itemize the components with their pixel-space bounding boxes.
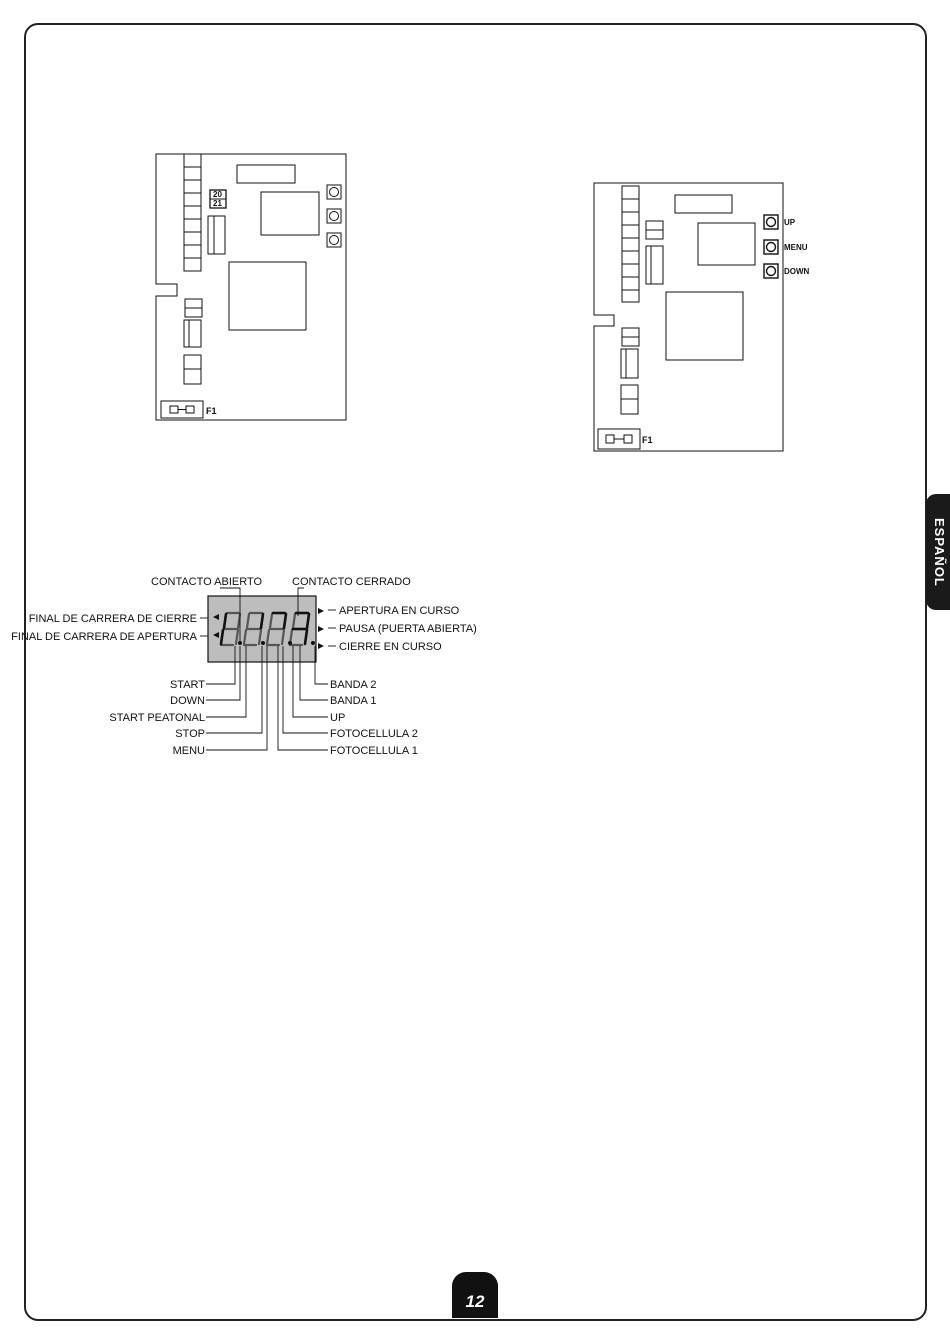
label-fotocellula-2: FOTOCELLULA 2 [330,728,418,740]
label-contacto-cerrado: CONTACTO CERRADO [292,576,411,588]
terminal-20-label: 20 [213,190,222,199]
language-tab-label: ESPAÑOL [932,517,947,587]
button-down-label: DOWN [784,267,810,276]
control-board-2 [594,183,783,451]
led-display [208,596,324,662]
button-menu-label: MENU [784,243,808,252]
label-menu: MENU [172,745,205,757]
label-contacto-abierto: CONTACTO ABIERTO [151,576,263,588]
page-number: 12 [465,1292,485,1311]
label-banda-2: BANDA 2 [330,679,377,691]
label-final-carrera-cierre: FINAL DE CARRERA DE CIERRE [28,613,197,625]
label-stop: STOP [175,728,205,740]
label-down: DOWN [170,695,205,707]
label-banda-1: BANDA 1 [330,695,377,707]
label-final-carrera-apertura: FINAL DE CARRERA DE APERTURA [11,631,197,643]
button-up-label: UP [784,218,796,227]
label-up: UP [330,712,346,724]
fuse-label-2: F1 [642,435,653,445]
label-pausa: PAUSA (PUERTA ABIERTA) [339,623,477,635]
terminal-21-label: 21 [213,199,222,208]
label-apertura-en-curso: APERTURA EN CURSO [339,605,460,617]
label-cierre-en-curso: CIERRE EN CURSO [339,641,442,653]
label-start: START [169,679,205,691]
label-start-peatonal: START PEATONAL [109,712,205,724]
label-fotocellula-1: FOTOCELLULA 1 [330,745,418,757]
fuse-label-1: F1 [206,406,217,416]
control-board-1 [156,154,346,420]
